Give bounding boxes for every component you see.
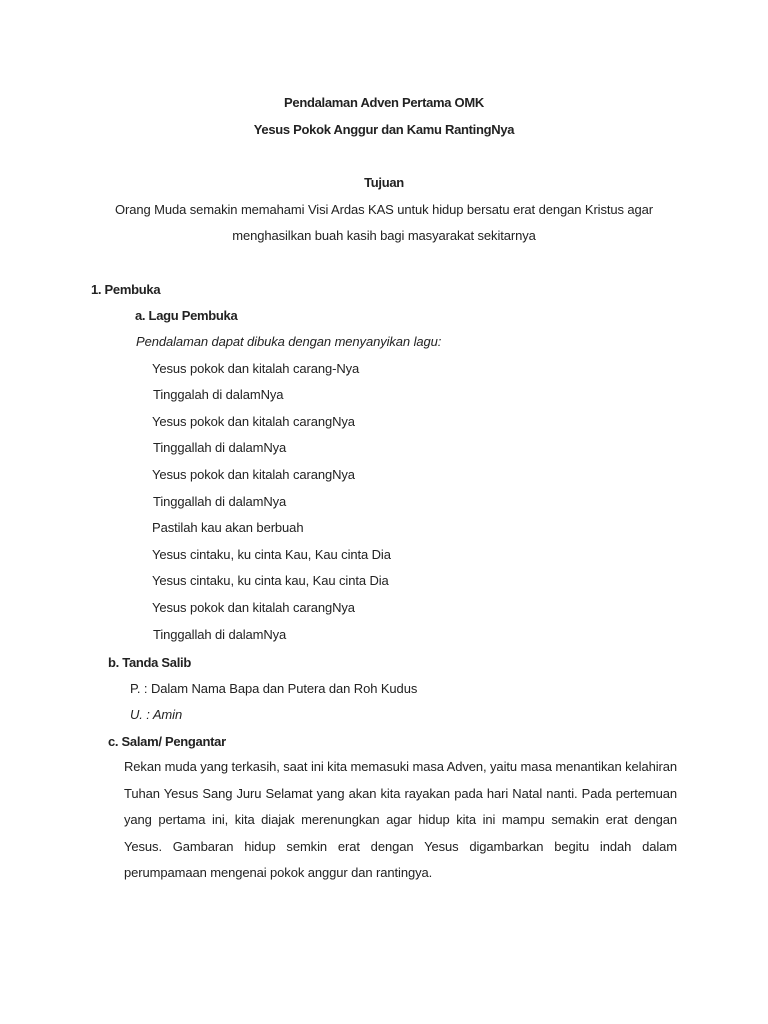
lagu-intro-text: Pendalaman dapat dibuka dengan menyanyikan lagu: xyxy=(136,334,442,349)
section-pembuka-heading: 1. Pembuka xyxy=(91,282,161,297)
lyric-line: Yesus pokok dan kitalah carangNya xyxy=(152,414,355,429)
tujuan-text-line-1: Orang Muda semakin memahami Visi Ardas KAS untuk hidup bersatu erat dengan Kristus agar xyxy=(114,202,654,217)
lyric-line: Yesus cintaku, ku cinta Kau, Kau cinta Dia xyxy=(152,547,391,562)
document-subtitle: Yesus Pokok Anggur dan Kamu RantingNya xyxy=(253,122,515,137)
lyric-line: Tinggallah di dalamNya xyxy=(153,440,287,455)
lyric-line: Yesus cintaku, ku cinta kau, Kau cinta Dia xyxy=(152,573,389,588)
lyric-line: Yesus pokok dan kitalah carangNya xyxy=(152,467,355,482)
subsection-lagu-pembuka-heading: a. Lagu Pembuka xyxy=(135,308,238,323)
subsection-tanda-salib-heading: b. Tanda Salib xyxy=(108,655,191,670)
lyric-line: Pastilah kau akan berbuah xyxy=(152,520,304,535)
tujuan-heading: Tujuan xyxy=(364,175,404,190)
lyric-line: Tinggallah di dalamNya xyxy=(153,627,287,642)
tanda-salib-u-line: U. : Amin xyxy=(130,707,183,722)
lyric-line: Tinggalah di dalamNya xyxy=(153,387,284,402)
subsection-salam-pengantar-heading: c. Salam/ Pengantar xyxy=(108,734,226,749)
lyric-line: Tinggallah di dalamNya xyxy=(153,494,287,509)
salam-pengantar-paragraph: Rekan muda yang terkasih, saat ini kita memasuki masa Adven, yaitu masa menantikan kelahiran Tuhan Yesus Sang Juru Selamat yang akan kita rayakan pada hari Natal nanti. Pada pertemuan yang pertama ini, kita diajak merenungkan agar hidup kita ini mampu semakin erat dengan Yesus. Gambaran hidup semkin erat dengan Yesus digambarkan begitu indah dalam perumpamaan mengenai pokok anggur dan rantingya. xyxy=(124,759,677,880)
document-title: Pendalaman Adven Pertama OMK xyxy=(284,95,484,110)
lyric-line: Yesus pokok dan kitalah carang-Nya xyxy=(152,361,360,376)
tujuan-text-line-2: menghasilkan buah kasih bagi masyarakat sekitarnya xyxy=(232,228,536,243)
lyric-line: Yesus pokok dan kitalah carangNya xyxy=(152,600,355,615)
tanda-salib-p-line: P. : Dalam Nama Bapa dan Putera dan Roh Kudus xyxy=(130,681,418,696)
